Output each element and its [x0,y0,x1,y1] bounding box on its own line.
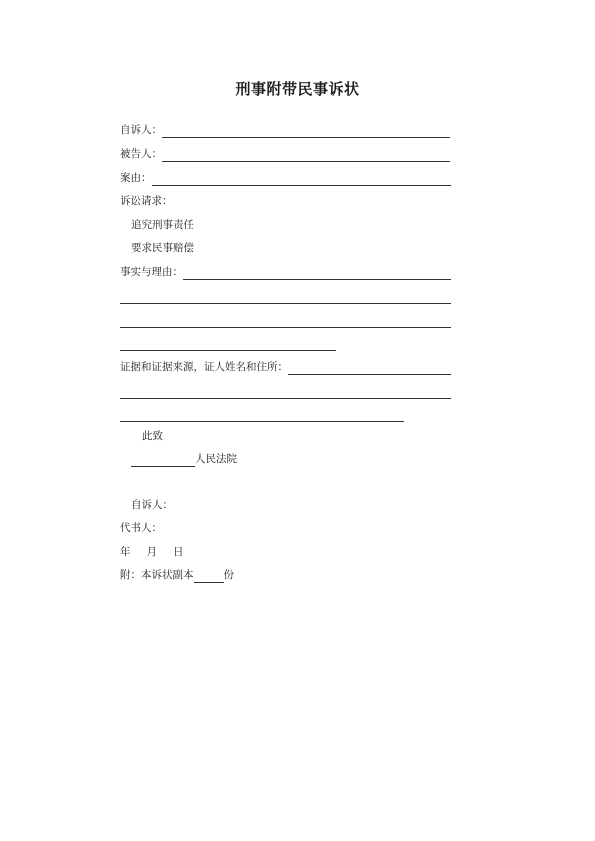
evidence-label: 证据和证据来源，证人姓名和住所： [120,361,288,373]
evidence-continuation-row [120,406,404,422]
signature-plaintiff-label: 自诉人： [131,499,173,511]
evidence-blank-line-1 [288,362,451,375]
defendant-label: 被告人： [120,148,162,160]
evidence-continuation-row [120,383,451,399]
date-year: 年 [120,546,131,558]
signature-writer-row [120,520,162,536]
attachment-row [120,567,234,583]
court-name-blank [131,454,195,467]
facts-row [120,264,451,280]
facts-blank-line-3 [120,315,451,328]
attachment-count-blank [194,570,224,583]
facts-blank-line-1 [183,267,451,280]
evidence-blank-line-2 [120,386,451,399]
claims-label: 诉讼请求： [120,195,173,207]
facts-continuation-row [120,288,451,304]
date-day: 日 [173,546,184,558]
cause-blank-line [152,173,451,186]
court-row [131,451,237,467]
facts-blank-line-4 [120,338,336,351]
evidence-blank-line-3 [120,409,404,422]
attachment-suffix: 份 [223,569,234,581]
defendant-blank-line [162,149,450,162]
document-title: 刑事附带民事诉状 [235,80,360,98]
facts-blank-line-2 [120,291,451,304]
salutation-text: 此致 [142,430,163,442]
claim-1-text: 追究刑事责任 [131,219,194,231]
cause-label: 案由： [120,172,152,184]
signature-writer-label: 代书人： [120,522,162,534]
plaintiff-label: 自诉人： [120,124,162,136]
facts-continuation-row [120,312,451,328]
attachment-prefix: 附：本诉状副本 [120,569,194,581]
plaintiff-row [120,122,450,138]
evidence-row [120,359,451,375]
claim-item-2 [131,240,194,256]
salutation-row [142,428,163,444]
facts-label: 事实与理由： [120,266,183,278]
date-row [120,544,184,560]
cause-row [120,170,451,186]
court-suffix: 人民法院 [195,453,237,465]
defendant-row [120,146,450,162]
plaintiff-blank-line [162,125,450,138]
claim-2-text: 要求民事赔偿 [131,242,194,254]
date-month: 月 [146,546,157,558]
claims-heading-row [120,193,173,209]
signature-plaintiff-row [131,497,173,513]
claim-item-1 [131,217,194,233]
facts-continuation-row [120,335,336,351]
